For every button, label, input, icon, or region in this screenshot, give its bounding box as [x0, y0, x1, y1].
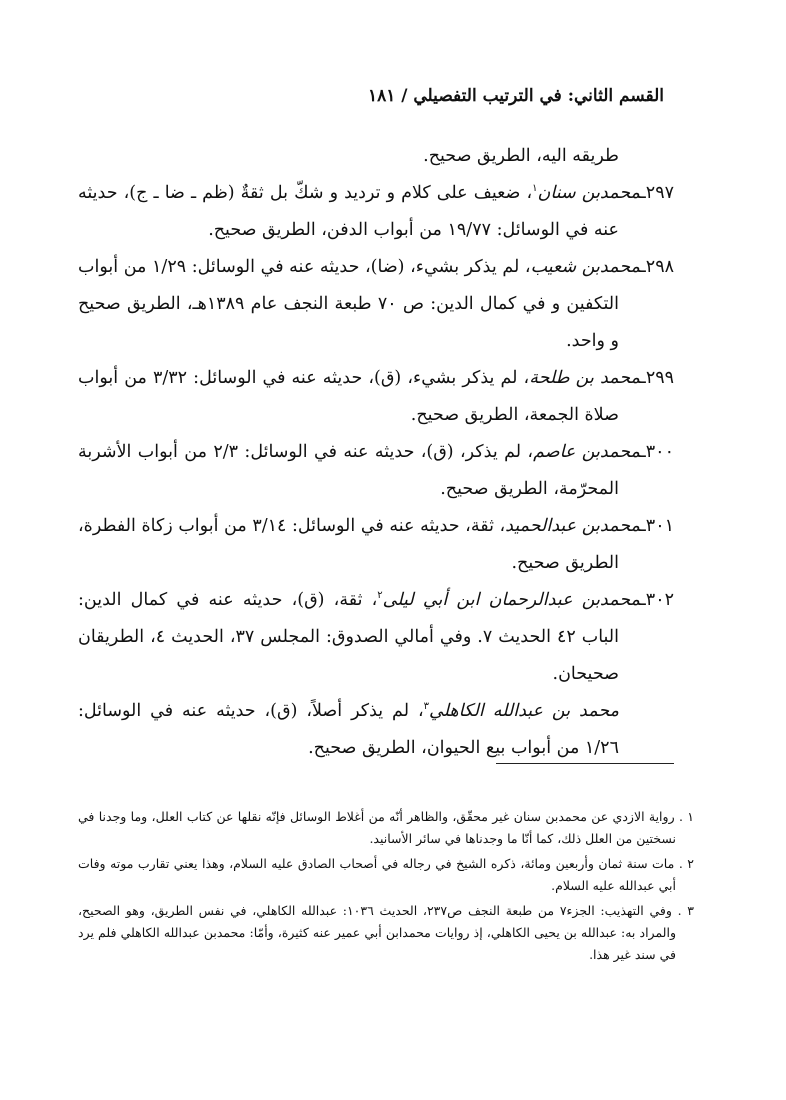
footnote-ref-2[interactable]: ٢: [377, 590, 383, 602]
narrator-name: محمدبن شعيب: [530, 257, 641, 277]
entry-number: ٣٠٢ـ: [640, 590, 674, 610]
narrator-name: محمدبن سنان: [537, 183, 641, 203]
entry-number: ٢٩٩ـ: [640, 368, 675, 388]
footnote-2: [78, 853, 694, 897]
entry-text: ، لم يذكر بشيء، (ق)، حديثه عنه في الوسائل: ٣/٣٢ من أبواب صلاة الجمعة، الطريق صحيح.: [78, 368, 619, 425]
footnote-text: وفي التهذيب: الجزء٧ من طبعة النجف ص٢٣٧، الحديث ١٠٣٦: عبدالله الكاهلي، في نفس الطريق، وهو الصحيح، والمراد به: عبدالله بن يحيى الكاهلي، إذ روايات محمدابن أبي عمير عنه كثيرة، وأمّا: محمدبن عبدالله الكاهلي فلم يرد في سند غير هذا.: [78, 903, 676, 962]
footnote-3: [78, 900, 694, 966]
footnote-marker: ١ .: [678, 809, 694, 824]
narrator-name: محمدبن عاصم: [533, 442, 641, 462]
entry-300: [78, 434, 674, 508]
narrator-name: محمد بن عبدالله الكاهلي: [428, 701, 619, 721]
entry-number: ٣٠١ـ: [640, 516, 674, 536]
entry-text: ، ثقة، حديثه عنه في الوسائل: ٣/١٤ من أبواب زكاة الفطرة، الطريق صحيح.: [78, 516, 619, 573]
footnote-text: رواية الازدي عن محمدبن سنان غير محقّق، والظاهر أنّه من أغلاط الوسائل فإنّه نقلها عن كتاب العلل، وما وجدنا في نسختين من العلل ذلك، كما أنّا ما وجدناها في سائر الأسانيد.: [78, 809, 676, 846]
entry-kahili: [78, 693, 674, 767]
page-header: [368, 88, 664, 105]
narrator-name: محمد بن طلحة: [529, 368, 641, 388]
footnote-ref-3[interactable]: ٣: [423, 701, 429, 713]
footnote-marker: ٣ .: [677, 903, 695, 918]
entry-number: ٢٩٧ـ: [640, 183, 674, 203]
entry-298: [78, 249, 674, 360]
narrator-name: محمدبن عبدالحميد: [505, 516, 641, 536]
running-title: القسم الثاني: في الترتيب التفصيلي / ١٨١: [367, 86, 664, 106]
continuation-paragraph: طريقه اليه، الطريق صحيح.: [423, 146, 619, 166]
entry-number: ٢٩٨ـ: [640, 257, 674, 277]
footnote-1: [78, 806, 694, 850]
entry-text: ، لم يذكر، (ق)، حديثه عنه في الوسائل: ٢/٣ من أبواب الأشربة المحرّمة، الطريق صحيح.: [78, 442, 619, 499]
footnote-text: مات سنة ثمان وأربعين ومائة، ذكره الشيخ في رجاله في أصحاب الصادق عليه السلام، وهذا يعني تقارب موته وفات أبي عبدالله عليه السلام.: [78, 856, 676, 893]
entry-text: ، ثقة، (ق)، حديثه عنه في كمال الدين: الباب ٤٢ الحديث ٧. وفي أمالي الصدوق: المجلس ٣٧، الحديث ٤، الطريقان صحيحان.: [78, 590, 620, 684]
entry-text: ، لم يذكر بشيء، (ضا)، حديثه عنه في الوسائل: ١/٢٩ من أبواب التكفين و في كمال الدين: ص ٧٠ طبعة النجف عام ١٣٨٩هـ، الطريق صحيح و واحد.: [78, 257, 619, 351]
footnote-separator: [496, 763, 674, 764]
entry-297: [78, 175, 674, 249]
entry-number: ٣٠٠ـ: [640, 442, 674, 462]
footnote-marker: ٢ .: [678, 856, 694, 871]
footnote-ref-1[interactable]: ١: [532, 183, 538, 195]
footnotes: [78, 806, 694, 969]
entry-299: [78, 360, 674, 434]
main-text: [78, 138, 674, 767]
narrator-name: محمدبن عبدالرحمان ابن أبي ليلى: [382, 590, 641, 610]
entry-302: [78, 582, 674, 693]
entry-301: [78, 508, 674, 582]
entry-text: ، لم يذكر أصلاً، (ق)، حديثه عنه في الوسائل: ١/٢٦ من أبواب بيع الحيوان، الطريق صحيح.: [78, 701, 619, 758]
entry-text: ، ضعيف على كلام و ترديد و شكّ بل ثقةٌ (ظم ـ ضا ـ ج)، حديثه عنه في الوسائل: ١٩/٧٧ من أبواب الدفن، الطريق صحيح.: [78, 183, 619, 240]
